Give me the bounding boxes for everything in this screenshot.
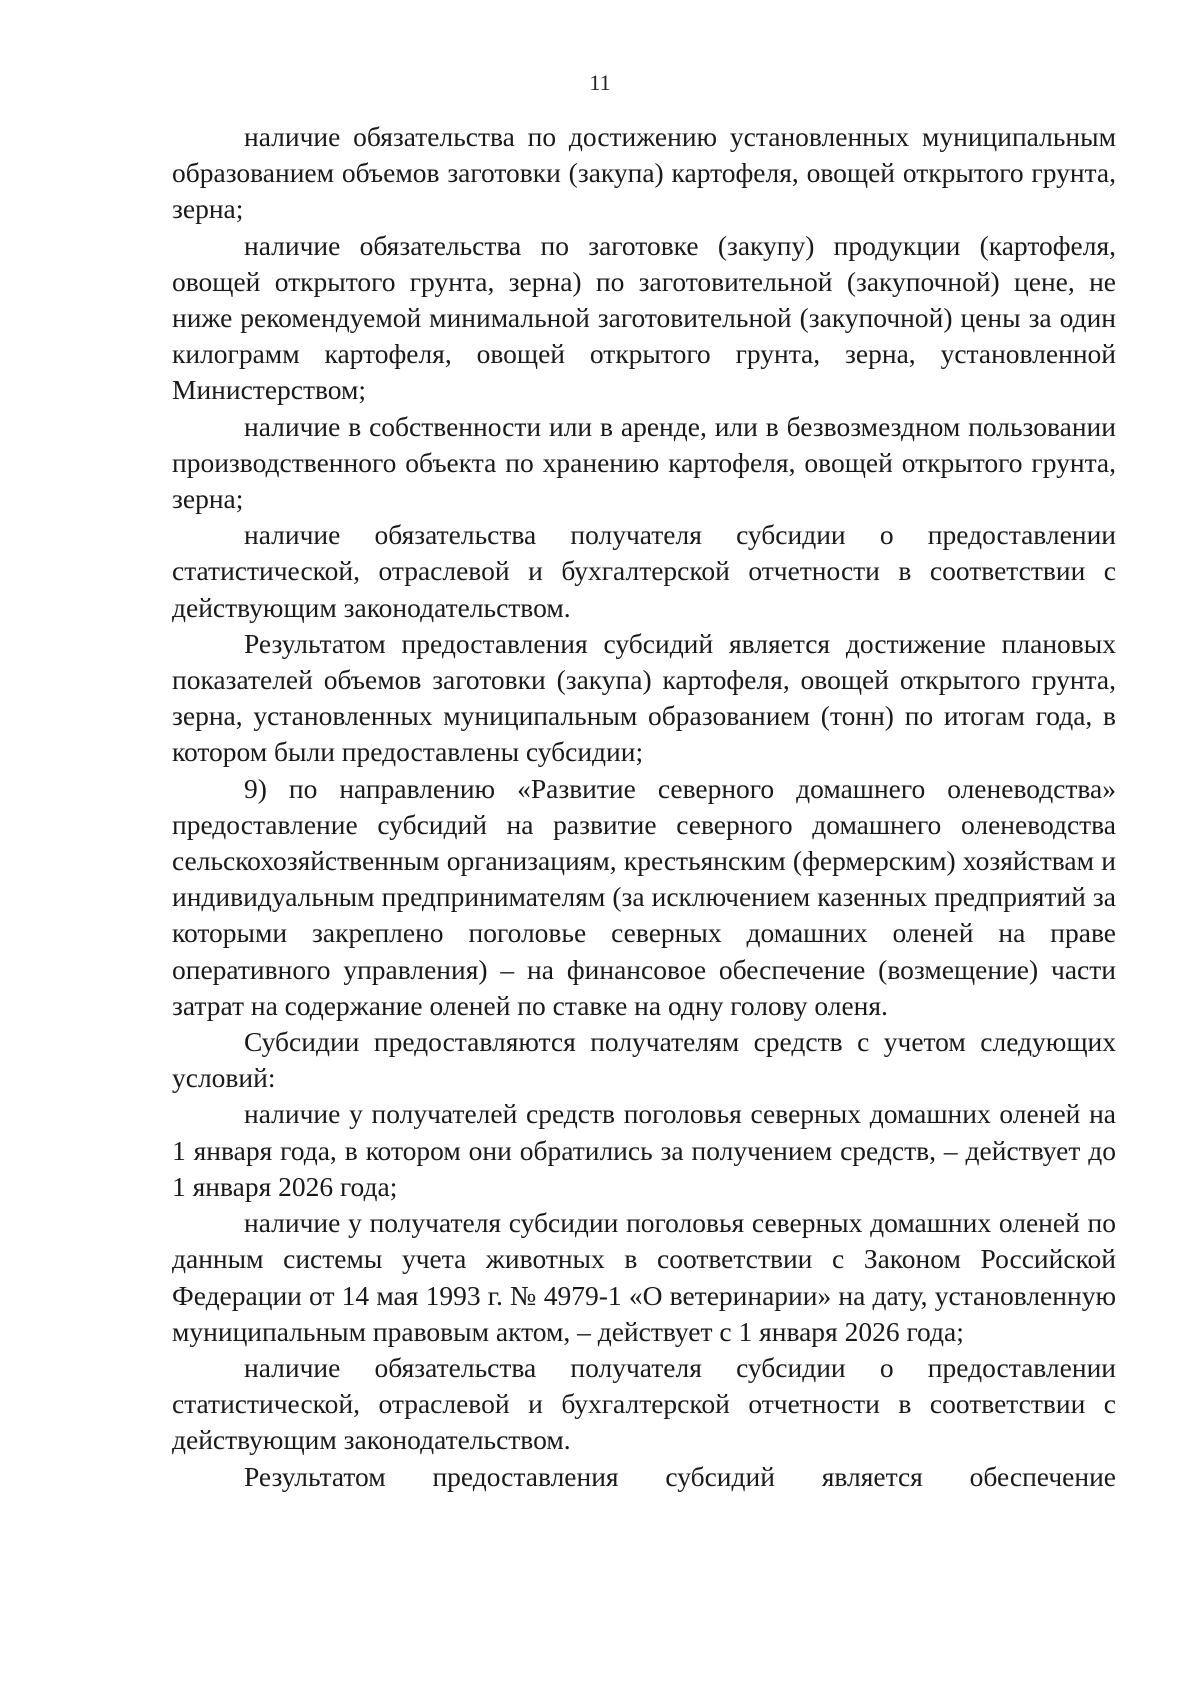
paragraph: наличие обязательства по заготовке (закупу) продукции (картофеля, овощей открытого грунта, зерна) по заготовительной (закупочной) цене, не ниже рекомендуемой минимальной заготовительной (закупочной) цены за один килограмм картофеля, овощей открытого грунта, зерна, установленной Министерством; — [172, 229, 1116, 406]
paragraph: Результатом предоставления субсидий является обеспечение — [244, 1460, 1116, 1492]
paragraph: наличие у получателей средств поголовья северных домашних оленей на 1 января года, в котором они обратились за получением средств, – действует до 1 января 2026 года; — [172, 1098, 1116, 1202]
document-body — [172, 119, 1116, 1495]
paragraph: наличие обязательства получателя субсидии о предоставлении статистической, отраслевой и бухгалтерской отчетности в соответствии с действующим законодательством. — [172, 519, 1116, 623]
paragraph: наличие у получателя субсидии поголовья северных домашних оленей по данным системы учета животных в соответствии с Законом Российской Федерации от 14 мая 1993 г. № 4979-1 «О ветеринарии» на дату, установленную муниципальным правовым актом, – действует с 1 января 2026 года; — [172, 1207, 1116, 1347]
paragraph: 9) по направлению «Развитие северного домашнего оленеводства» предоставление субсидий на развитие северного домашнего оленеводства сельскохозяйственным организациям, крестьянским (фермерским) хозяйствам и индивидуальным предпринимателям (за исключением казенных предприятий за которыми закреплено поголовье северных домашних оленей на праве оперативного управления) – на финансовое обеспечение (возмещение) части затрат на содержание оленей по ставке на одну голову оленя. — [172, 772, 1116, 1021]
paragraph: наличие обязательства получателя субсидии о предоставлении статистической, отраслевой и бухгалтерской отчетности в соответствии с действующим законодательством. — [172, 1351, 1116, 1456]
paragraph: Результатом предоставления субсидий является достижение плановых показателей объемов заготовки (закупа) картофеля, овощей открытого грунта, зерна, установленных муниципальным образованием (тонн) по итогам года, в котором были предоставлены субсидии; — [172, 627, 1116, 768]
paragraph: Субсидии предоставляются получателям средств с учетом следующих условий: — [172, 1026, 1116, 1094]
paragraph: наличие в собственности или в аренде, или в безвозмездном пользовании производственного объекта по хранению картофеля, овощей открытого грунта, зерна; — [172, 410, 1116, 515]
paragraph: наличие обязательства по достижению установленных муниципальным образованием объемов заготовки (закупа) картофеля, овощей открытого грунта, зерна; — [172, 121, 1116, 225]
page-number: 11 — [589, 70, 611, 95]
